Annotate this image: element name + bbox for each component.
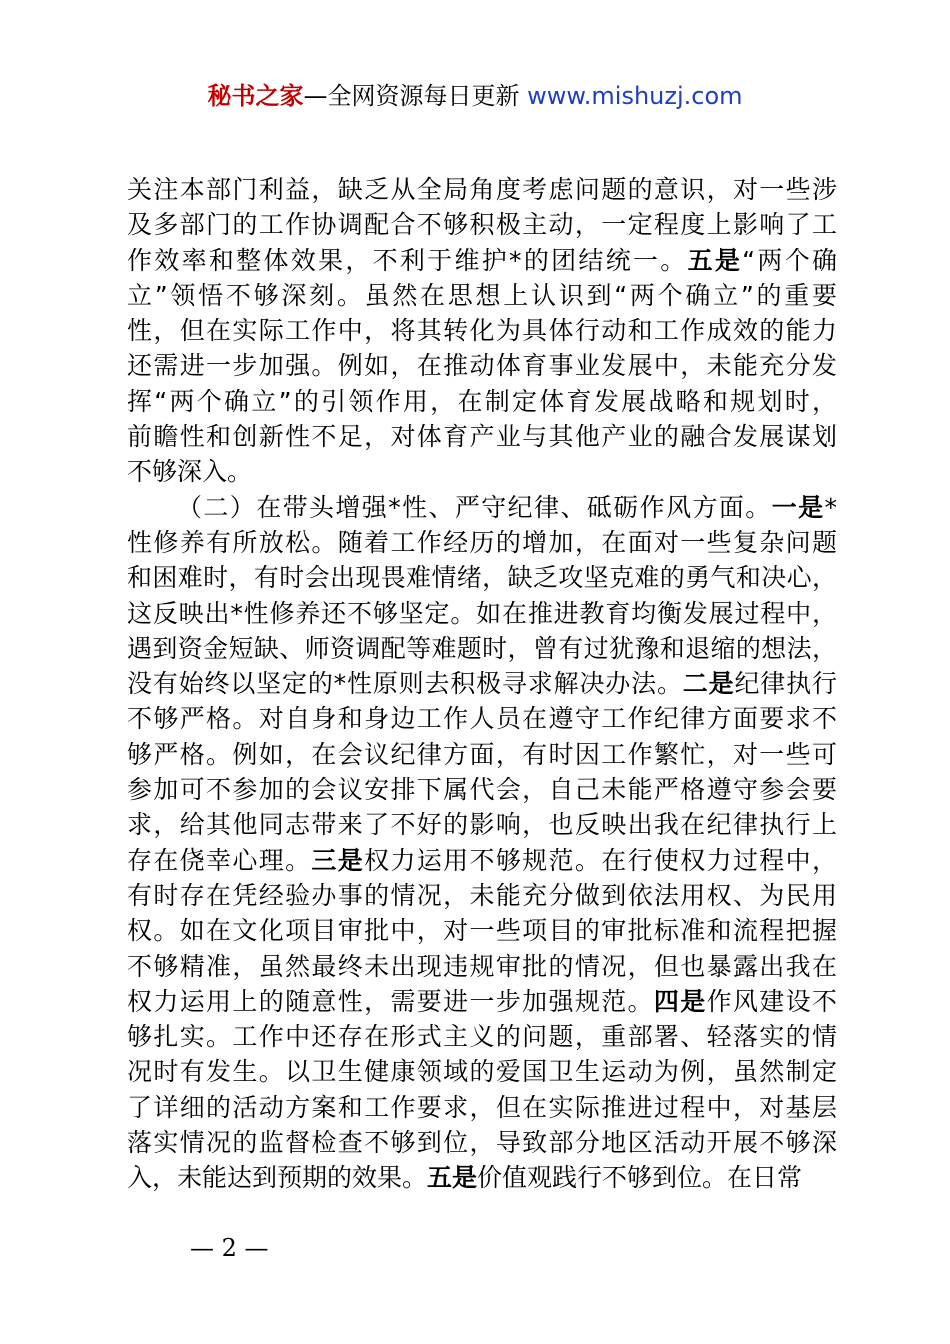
text-segment: 这反映出*性修养还不够坚定。如在推进教育均衡发展过程中， bbox=[127, 598, 837, 628]
emphasis-text: 二是 bbox=[682, 669, 735, 699]
text-segment: 参加可不参加的会议安排下属代会，自己未能严格遵守参会要 bbox=[127, 775, 837, 805]
text-segment: 纪律执行 bbox=[734, 669, 837, 699]
text-line bbox=[127, 631, 837, 666]
text-segment: 入，未能达到预期的效果。 bbox=[127, 1163, 428, 1193]
text-segment: 有时存在凭经验办事的情况，未能充分做到依法用权、为民用 bbox=[127, 880, 837, 910]
text-line bbox=[127, 207, 837, 242]
text-segment: 性修养有所放松。随着工作经历的增加，在面对一些复杂问题 bbox=[127, 527, 837, 557]
text-line bbox=[127, 984, 837, 1019]
site-url-link[interactable]: www.mishuzj.com bbox=[527, 82, 743, 110]
text-segment: 和困难时，有时会出现畏难情绪，缺乏攻坚克难的勇气和决心， bbox=[127, 563, 837, 593]
emphasis-text: 四是 bbox=[653, 986, 707, 1016]
text-segment: 遇到资金短缺、师资调配等难题时，曾有过犹豫和退缩的想法， bbox=[127, 633, 837, 663]
text-line bbox=[127, 1160, 837, 1195]
document-body bbox=[127, 172, 837, 1196]
text-line bbox=[127, 243, 837, 278]
text-segment: “两个确 bbox=[742, 245, 837, 275]
text-segment: 性，但在实际工作中，将其转化为具体行动和工作成效的能力 bbox=[127, 316, 837, 346]
text-segment: 落实情况的监督检查不够到位，导致部分地区活动开展不够深 bbox=[127, 1128, 837, 1158]
brand-name: 秘书之家 bbox=[207, 82, 304, 110]
text-line bbox=[127, 278, 837, 313]
text-segment: 挥“两个确立”的引领作用，在制定体育发展战略和规划时， bbox=[127, 386, 837, 416]
text-segment: 不够精准，虽然最终未出现违规审批的情况，但也暴露出我在 bbox=[127, 951, 837, 981]
text-line bbox=[127, 878, 837, 913]
text-line bbox=[127, 737, 837, 772]
text-segment: （二）在带头增强*性、严守纪律、砥砺作风方面。 bbox=[177, 492, 772, 522]
text-segment: * bbox=[824, 492, 837, 522]
emphasis-text: 五是 bbox=[427, 1163, 478, 1193]
text-segment: 及多部门的工作协调配合不够积极主动，一定程度上影响了工 bbox=[127, 210, 837, 240]
text-segment: 不够深入。 bbox=[127, 457, 253, 487]
text-segment: 权力运用上的随意性，需要进一步加强规范。 bbox=[127, 986, 654, 1016]
text-segment: 况时有发生。以卫生健康领域的爱国卫生运动为例，虽然制定 bbox=[127, 1057, 837, 1087]
text-segment: 价值观践行不够到位。在日常 bbox=[477, 1163, 803, 1193]
text-line bbox=[127, 949, 837, 984]
emphasis-text: 一是 bbox=[771, 492, 825, 522]
page-number: — 2 — bbox=[190, 1234, 269, 1262]
text-segment: 权。如在文化项目审批中，对一些项目的审批标准和流程把握 bbox=[127, 916, 837, 946]
emphasis-text: 三是 bbox=[311, 845, 365, 875]
text-segment: 立”领悟不够深刻。虽然在思想上认识到“两个确立”的重要 bbox=[127, 280, 837, 310]
text-segment: 了详细的活动方案和工作要求，但在实际推进过程中，对基层 bbox=[127, 1092, 837, 1122]
text-segment: 求，给其他同志带来了不好的影响，也反映出我在纪律执行上 bbox=[127, 810, 837, 840]
emphasis-text: 五是 bbox=[687, 245, 743, 275]
text-segment: 存在侥幸心理。 bbox=[127, 845, 312, 875]
text-segment: 权力运用不够规范。在行使权力过程中， bbox=[364, 845, 837, 875]
site-header bbox=[0, 80, 950, 112]
text-line bbox=[127, 843, 837, 878]
text-line bbox=[127, 772, 837, 807]
text-line bbox=[127, 454, 837, 489]
text-segment: 够扎实。工作中还存在形式主义的问题，重部署、轻落实的情 bbox=[127, 1022, 837, 1052]
text-line bbox=[127, 313, 837, 348]
text-line bbox=[127, 172, 837, 207]
text-line bbox=[127, 1019, 837, 1054]
text-line bbox=[127, 525, 837, 560]
text-segment: 不够严格。对自身和身边工作人员在遵守工作纪律方面要求不 bbox=[127, 704, 837, 734]
text-line bbox=[127, 596, 837, 631]
text-line bbox=[127, 348, 837, 383]
text-line bbox=[127, 913, 837, 948]
text-segment: 作效率和整体效果，不利于维护*的团结统一。 bbox=[127, 245, 688, 275]
text-line bbox=[127, 701, 837, 736]
text-line bbox=[127, 384, 837, 419]
text-line bbox=[127, 666, 837, 701]
text-line bbox=[127, 1090, 837, 1125]
header-tagline: —全网资源每日更新 bbox=[303, 82, 520, 110]
text-segment: 作风建设不 bbox=[706, 986, 837, 1016]
text-line bbox=[127, 1054, 837, 1089]
text-segment: 够严格。例如，在会议纪律方面，有时因工作繁忙，对一些可 bbox=[127, 739, 837, 769]
text-line bbox=[127, 560, 837, 595]
text-line bbox=[127, 490, 837, 525]
text-line bbox=[127, 1125, 837, 1160]
text-segment: 前瞻性和创新性不足，对体育产业与其他产业的融合发展谋划 bbox=[127, 422, 837, 452]
text-segment: 没有始终以坚定的*性原则去积极寻求解决办法。 bbox=[127, 669, 683, 699]
text-segment: 还需进一步加强。例如，在推动体育事业发展中，未能充分发 bbox=[127, 351, 837, 381]
text-line bbox=[127, 419, 837, 454]
text-segment: 关注本部门利益，缺乏从全局角度考虑问题的意识，对一些涉 bbox=[127, 175, 837, 204]
text-line bbox=[127, 807, 837, 842]
